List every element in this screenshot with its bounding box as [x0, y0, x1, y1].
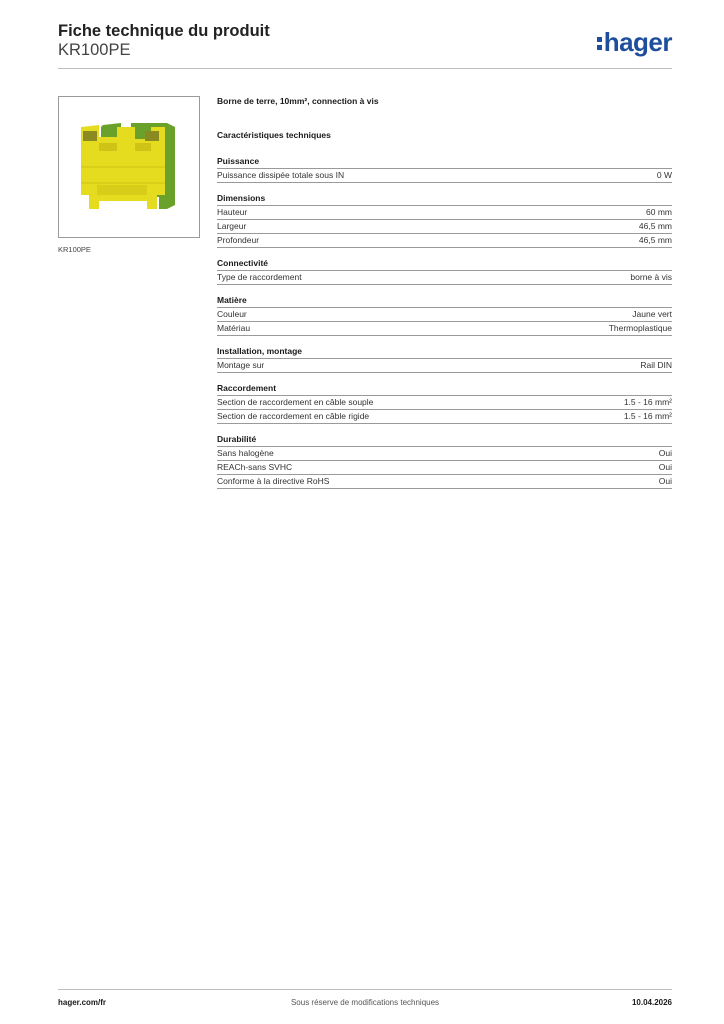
product-reference: KR100PE [58, 41, 131, 59]
spec-group [217, 383, 672, 424]
footer-divider [58, 989, 672, 990]
specs-heading: Caractéristiques techniques [217, 130, 331, 140]
spec-label: Puissance dissipée totale sous IN [217, 170, 345, 180]
logo-text: hager [603, 27, 672, 57]
spec-value: 60 mm [646, 207, 672, 217]
logo-dots-icon [597, 34, 603, 52]
product-image [59, 97, 199, 237]
spec-value: Oui [658, 476, 672, 486]
spec-value: 46,5 mm [638, 221, 672, 231]
spec-group-title: Dimensions [217, 193, 672, 206]
footer-date: 10.04.2026 [631, 998, 672, 1007]
spec-group-title: Puissance [217, 156, 672, 169]
spec-label: Conforme à la directive RoHS [217, 476, 330, 486]
page-header [58, 20, 672, 70]
spec-group-title: Matière [217, 295, 672, 308]
spec-value: Thermoplastique [608, 323, 672, 333]
spec-label: Hauteur [217, 207, 248, 217]
spec-value: borne à vis [630, 272, 672, 282]
spec-group-title: Durabilité [217, 434, 672, 447]
spec-value: Rail DIN [640, 360, 672, 370]
spec-group [217, 346, 672, 373]
spec-group [217, 193, 672, 248]
spec-label: REACh-sans SVHC [217, 462, 293, 472]
footer-disclaimer: Sous réserve de modifications techniques [290, 998, 440, 1007]
spec-value: Oui [658, 448, 672, 458]
product-image-frame [58, 96, 200, 238]
spec-row [217, 322, 672, 336]
spec-row [217, 396, 672, 410]
spec-value: Jaune vert [632, 309, 672, 319]
spec-group-title: Installation, montage [217, 346, 672, 359]
spec-value: 0 W [656, 170, 672, 180]
spec-groups [217, 156, 672, 489]
spec-group-title: Raccordement [217, 383, 672, 396]
spec-value: 1.5 - 16 mm² [623, 411, 672, 421]
spec-value: 1.5 - 16 mm² [623, 397, 672, 407]
spec-row [217, 271, 672, 285]
spec-label: Type de raccordement [217, 272, 302, 282]
spec-value: 46,5 mm [638, 235, 672, 245]
spec-label: Sans halogène [217, 448, 274, 458]
product-description: Borne de terre, 10mm², connection à vis [217, 96, 379, 106]
spec-group [217, 295, 672, 336]
spec-group [217, 156, 672, 183]
spec-label: Largeur [217, 221, 247, 231]
spec-label: Section de raccordement en câble souple [217, 397, 374, 407]
product-image-caption: KR100PE [58, 245, 91, 254]
spec-content [217, 96, 672, 499]
spec-label: Profondeur [217, 235, 260, 245]
spec-row [217, 308, 672, 322]
spec-group [217, 258, 672, 285]
spec-row [217, 359, 672, 373]
hager-logo [597, 29, 672, 55]
spec-row [217, 461, 672, 475]
spec-value: Oui [658, 462, 672, 472]
footer-website-link[interactable]: hager.com/fr [58, 998, 107, 1007]
spec-row [217, 234, 672, 248]
spec-label: Section de raccordement en câble rigide [217, 411, 370, 421]
spec-group-title: Connectivité [217, 258, 672, 271]
spec-label: Couleur [217, 309, 247, 319]
spec-row [217, 206, 672, 220]
spec-row [217, 447, 672, 461]
page-title: Fiche technique du produit [58, 22, 270, 40]
spec-row [217, 475, 672, 489]
spec-label: Matériau [217, 323, 251, 333]
spec-label: Montage sur [217, 360, 265, 370]
spec-row [217, 169, 672, 183]
spec-row [217, 410, 672, 424]
header-divider [58, 68, 672, 69]
spec-row [217, 220, 672, 234]
spec-group [217, 434, 672, 489]
